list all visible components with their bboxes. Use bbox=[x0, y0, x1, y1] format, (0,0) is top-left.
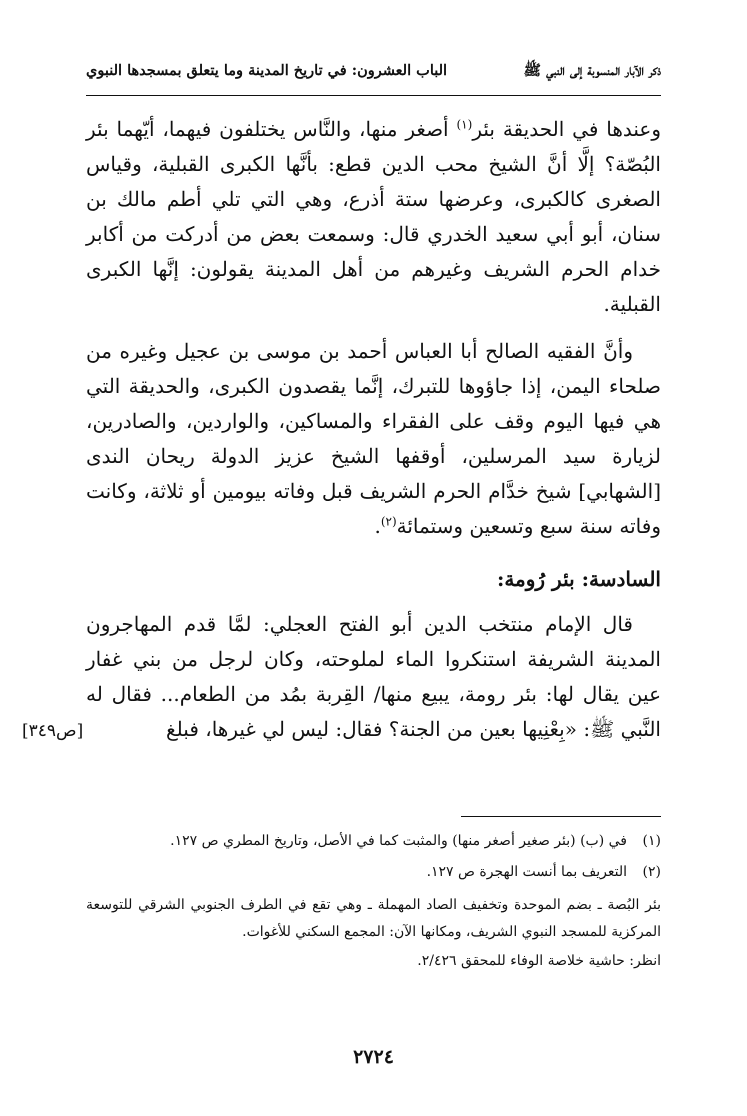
header-rule bbox=[86, 95, 661, 96]
footnote-text: التعريف بما أنست الهجرة ص ١٢٧. bbox=[426, 864, 627, 880]
editor-note: بئر البُصة ـ بضم الموحدة وتخفيف الصاد المهملة ـ وهي تقع في الطرف الجنوبي الشرقي للتوسعة المركزية للمسجد النبوي الشريف، ومكانها الآن: المجمع السكني للأغوات. bbox=[86, 897, 661, 940]
main-text bbox=[86, 112, 661, 747]
paragraph-1-text: وعندها في الحديقة بئر bbox=[472, 117, 662, 141]
paragraph-2-text: وأنَّ الفقيه الصالح أبا العباس أحمد بن موسى بن عجيل وغيره من صلحاء اليمن، إذا جاؤوها للتبرك، إنَّما يقصدون الكبرى، والحديقة التي هي فيها اليوم وقف على الفقراء والمساكين، والواردين، والصادرين، لزيارة سيد المرسلين، أوقفها الشيخ عزيز الدولة ريحان الندى [الشهابي] شيخ خدَّام الحرم الشريف قبل وفاته بيومين أو ثلاثة، وكانت وفاته سنة سبع وتسعين وستمائة bbox=[86, 339, 661, 538]
paragraph-1 bbox=[86, 112, 661, 322]
footnote-number: (١) bbox=[642, 833, 661, 849]
running-header bbox=[86, 62, 661, 83]
paragraph-3 bbox=[86, 607, 661, 747]
footnote-ref-2[interactable]: (٢) bbox=[380, 514, 397, 529]
footnote-1 bbox=[86, 828, 661, 855]
paragraph-2 bbox=[86, 334, 661, 544]
header-section-title: ذكر الآبار المنسوبة إلى النبي ﷺ bbox=[523, 62, 661, 79]
footnote-number: (٢) bbox=[642, 864, 661, 880]
original-page-marker: [ص٣٤٩] bbox=[22, 721, 84, 741]
header-chapter-title: الباب العشرون: في تاريخ المدينة وما يتعلق بمسجدها النبوي bbox=[86, 62, 448, 79]
footnotes bbox=[86, 828, 661, 975]
see-also: انظر: حاشية خلاصة الوفاء للمحقق ٢/٤٢٦. bbox=[417, 953, 661, 969]
page-number: ٢٧٢٤ bbox=[353, 1046, 394, 1068]
footnote-ref-1[interactable]: (١) bbox=[456, 117, 473, 132]
paragraph-2-end: . bbox=[374, 514, 381, 538]
footnote-text: في (ب) (بئر صغير أصغر منها) والمثبت كما في الأصل، وتاريخ المطري ص ١٢٧. bbox=[170, 833, 627, 849]
section-heading: السادسة: بئر رُومة: bbox=[496, 567, 661, 591]
paragraph-1-text-cont: أصغر منها، والنَّاس يختلفون فيهما، أيّهما بئر البُصّة؟ إلَّا أنَّ الشيخ محب الدين قطع: بأنَّها الكبرى القبلية، وقياس الصغرى كالكبرى، وعرضها ستة أذرع، وهي التي تلي أطم مالك بن سنان، أبو أبي سعيد الخدري قال: وسمعت بعض من أدركت من أكابر خدام الحرم الشريف وغيرهم من أهل المدينة يقولون: إنَّها الكبرى القبلية. bbox=[86, 117, 661, 316]
paragraph-3-text: قال الإمام منتخب الدين أبو الفتح العجلي: لمَّا قدم المهاجرون المدينة الشريفة استنكروا الماء لملوحته، وكان لرجل من بني غفار عين يقال لها: بئر رومة، يبيع منها/ القِربة بمُد من الطعام... فقال له النَّبي ﷺ: «بِعْنِيها بعين من الجنة؟ فقال: ليس لي غيرها، فبلغ bbox=[86, 612, 661, 741]
footnote-2 bbox=[86, 859, 661, 886]
footnote-rule bbox=[461, 816, 661, 817]
